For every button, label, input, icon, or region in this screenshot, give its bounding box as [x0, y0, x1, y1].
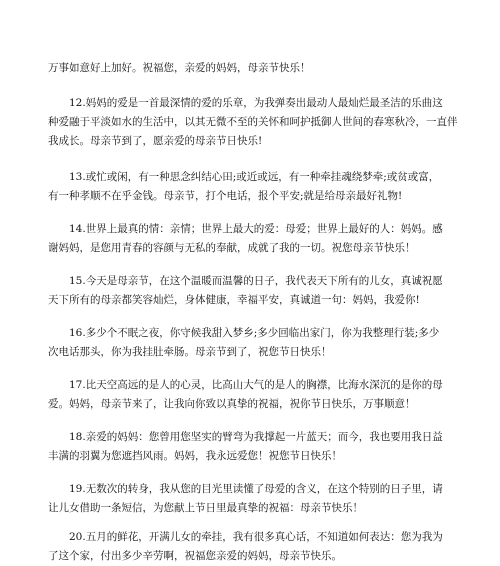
- paragraph-line: 12.妈妈的爱是一首最深情的爱的乐章，为我弹奏出最动人最灿烂最圣洁的乐曲这: [69, 97, 443, 109]
- paragraph-line: 13.或忙或闲，有一种思念纠结心田;或近或远，有一种牵挂魂绕梦牵;或贫或富，: [69, 171, 440, 183]
- paragraph-line: 15.今天是母亲节，在这个温暖而温馨的日子，我代表天下所有的儿女，真诚祝愿: [69, 275, 443, 287]
- paragraph-line: 次电话那头，你为我挂肚牵肠。母亲节到了，祝您节日快乐！: [48, 346, 332, 358]
- paragraph-line: 谢妈妈，是您用青春的容颜与无私的奉献，成就了我的一切。祝您母亲节快乐！: [48, 242, 416, 254]
- paragraph-line: 16.多少个不眠之夜，你守候我甜入梦乡;多少回临出家门，你为我整理行装;多少: [69, 327, 440, 339]
- paragraph-line: 了这个家，付出多少辛劳啊，祝福您亲爱的妈妈，母亲节快乐。: [48, 550, 342, 562]
- paragraph-18: [48, 428, 458, 466]
- paragraph-line: 让儿女借助一条短信，为您献上节日里最真挚的祝福：母亲节快乐！: [48, 502, 363, 514]
- paragraph-line: 种爱融于平淡如水的生活中，以其无微不至的关怀和呵护抵御人世间的春寒秋冷，一直伴: [48, 116, 458, 128]
- paragraph-12: [48, 94, 458, 151]
- paragraph-line: 万事如意好上加好。祝福您，亲爱的妈妈，母亲节快乐！: [48, 62, 311, 74]
- paragraph-16: [48, 324, 458, 362]
- paragraph-13: [48, 168, 458, 206]
- paragraph-line: 14.世界上最真的情：亲情；世界上最大的爱：母爱；世界上最好的人：妈妈。感: [69, 223, 443, 235]
- paragraph-19: [48, 480, 458, 518]
- paragraph-line: 17.比天空高远的是人的心灵，比高山大气的是人的胸襟，比海水深沉的是你的母: [69, 379, 443, 391]
- paragraph-line: 天下所有的母亲都笑容灿烂，身体健康，幸福平安，真诚道一句：妈妈，我爱你!: [48, 294, 420, 306]
- paragraph-line: 19.无数次的转身，我从您的目光里读懂了母爱的含义，在这个特别的日子里，请: [69, 483, 443, 495]
- paragraph-17: [48, 376, 458, 414]
- paragraph-20: [48, 528, 458, 566]
- paragraph-continuation: [48, 59, 458, 78]
- paragraph-line: 20.五月的鲜花，开满儿女的牵挂，我有很多真心话，不知道如何表达：您为我为: [69, 531, 443, 543]
- paragraph-line: 18.亲爱的妈妈：您曾用您坚实的臂弯为我撑起一片蓝天；而今，我也要用我日益: [69, 431, 443, 443]
- paragraph-14: [48, 220, 458, 258]
- paragraph-line: 丰满的羽翼为您遮挡风雨。妈妈，我永远爱您！祝您节日快乐！: [48, 450, 342, 462]
- paragraph-line: 爱。妈妈，母亲节来了，让我向你致以真挚的祝福，祝你节日快乐，万事顺意！: [48, 398, 416, 410]
- paragraph-15: [48, 272, 458, 310]
- paragraph-line: 有一种孝顺不在乎金钱。母亲节，打个电话，报个平安;就是给母亲最好礼物!: [48, 190, 403, 202]
- paragraph-line: 我成长。母亲节到了，愿亲爱的母亲节日快乐!: [48, 135, 263, 147]
